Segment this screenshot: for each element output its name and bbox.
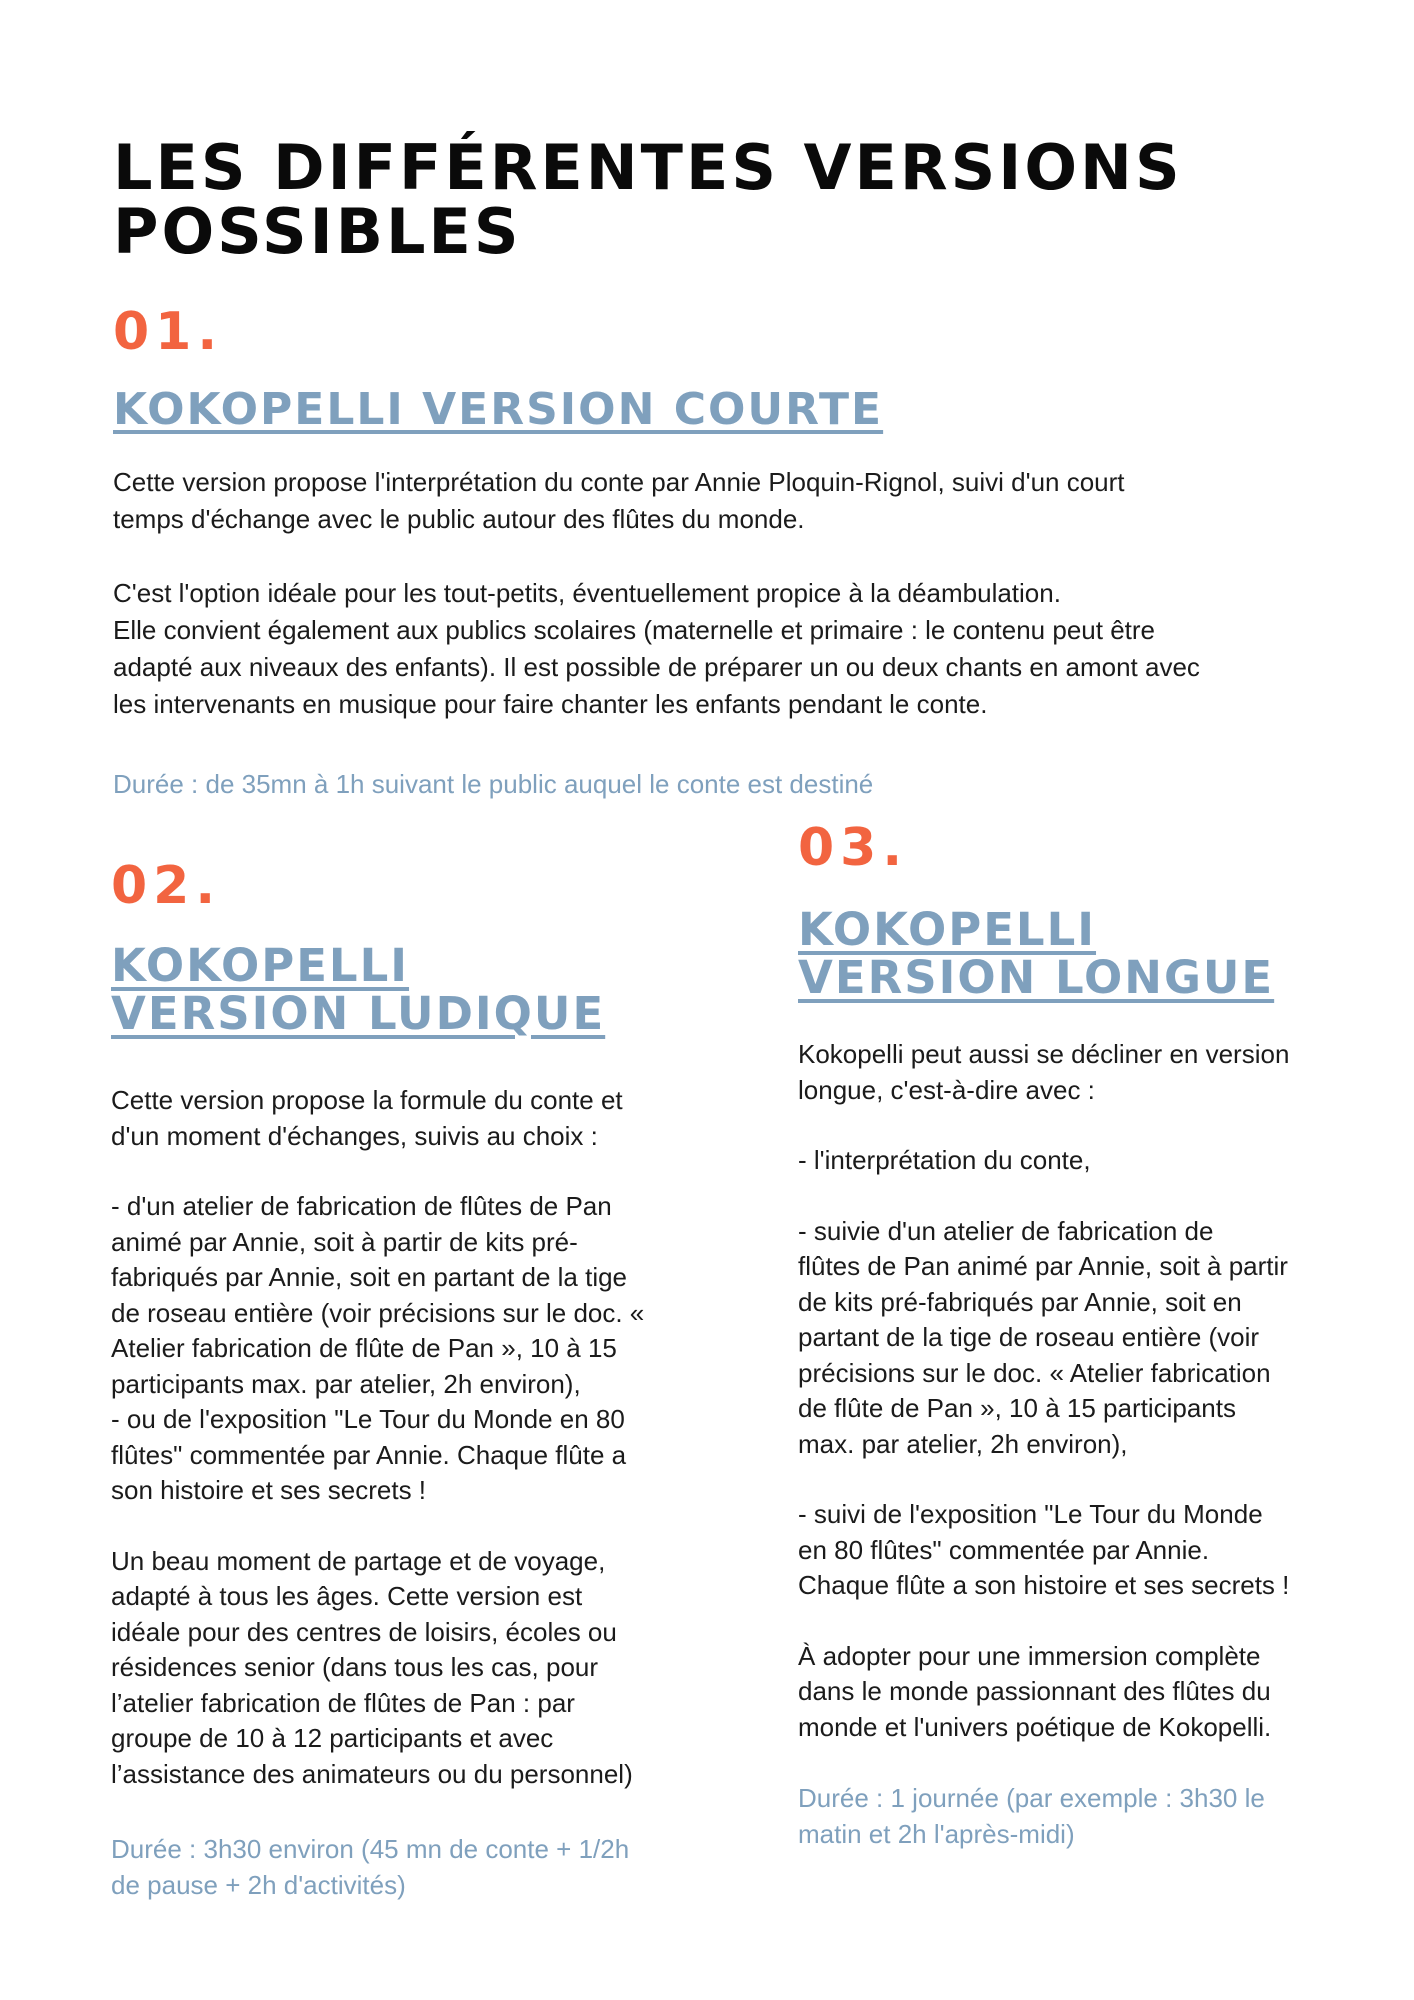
section-3-paragraph-3: - suivie d'un atelier de fabrication de flûtes de Pan animé par Annie, soit à partir de kits pré-fabriqués par Annie, soit en partant de la tige de roseau entière (voir précisions sur le doc. « Atelier fabrication de flûte de Pan », 10 à 15 participants max. par atelier, 2h environ), [798,1215,1288,1459]
title-line-1: LES DIFFÉRENTES VERSIONS [113,131,1183,204]
page-title [113,131,1313,268]
section-2-body [111,1083,721,1792]
section-2-heading [111,939,606,1040]
section-1-duration: Durée : de 35mn à 1h suivant le public auquel le conte est destiné [113,769,874,799]
section-1-body [113,464,1343,723]
section-2-paragraph-1: Cette version propose la formule du conte et d'un moment d'échanges, suivis au choix : [111,1085,623,1151]
section-3-heading [798,903,1275,1004]
section-1-number: 01. [113,302,224,362]
section-3-paragraph-2: - l'interprétation du conte, [798,1145,1091,1175]
section-2-duration: Durée : 3h30 environ (45 mn de conte + 1/2h de pause + 2h d'activités) [111,1834,630,1900]
section-2-paragraph-2: - d'un atelier de fabrication de flûtes de Pan animé par Annie, soit à partir de kits pré- fabriqués par Annie, soit en partant de la tige de roseau entière (voir précisions sur le doc. « Atelier fabrication de flûte de Pan », 10 à 15 participants max. par atelier, 2h environ), - ou de l'exposition "Le Tour du Monde en 80 flûtes" commentée par Annie. Chaque flûte a son histoire et ses secrets ! [111,1191,645,1505]
section-1-heading [113,386,883,434]
title-line-2: POSSIBLES [113,195,522,268]
section-3-paragraph-1: Kokopelli peut aussi se décliner en version longue, c'est-à-dire avec : [798,1039,1290,1105]
section-3-number: 03. [798,818,909,878]
section-1-paragraph-1: Cette version propose l'interprétation du conte par Annie Ploquin-Rignol, suivi d'un court temps d'échange avec le public autour des flûtes du monde. [113,467,1125,534]
section-3-body [798,1037,1378,1745]
section-2-heading-line-1: KOKOPELLI [111,939,410,992]
section-3-heading-line-2: VERSION LONGUE [798,951,1275,1004]
section-2-paragraph-3: Un beau moment de partage et de voyage, adapté à tous les âges. Cette version est idéale pour des centres de loisirs, écoles ou résidences senior (dans tous les cas, pour l’atelier fabrication de flûtes de Pan : par groupe de 10 à 12 participants et avec l’assistance des animateurs ou du personnel) [111,1545,633,1789]
section-2-number: 02. [111,856,222,916]
section-1-heading-text: KOKOPELLI VERSION COURTE [113,384,884,435]
section-1-paragraph-2: C'est l'option idéale pour les tout-petits, éventuellement propice à la déambulation. Elle convient également aux publics scolaires (maternelle et primaire : le contenu peut être adapté aux niveaux des enfants). Il est possible de préparer un ou deux chants en amont avec les intervenants en musique pour faire chanter les enfants pendant le conte. [113,578,1200,719]
section-2-heading-line-2: VERSION LUDIQUE [111,987,606,1040]
section-3-paragraph-4: - suivi de l'exposition "Le Tour du Monde en 80 flûtes" commentée par Annie. Chaque flûte a son histoire et ses secrets ! [798,1499,1290,1600]
section-3-duration: Durée : 1 journée (par exemple : 3h30 le matin et 2h l'après-midi) [798,1783,1265,1849]
section-3-paragraph-5: À adopter pour une immersion complète dans le monde passionnant des flûtes du monde et l'univers poétique de Kokopelli. [798,1640,1272,1742]
section-3-heading-line-1: KOKOPELLI [798,903,1097,956]
